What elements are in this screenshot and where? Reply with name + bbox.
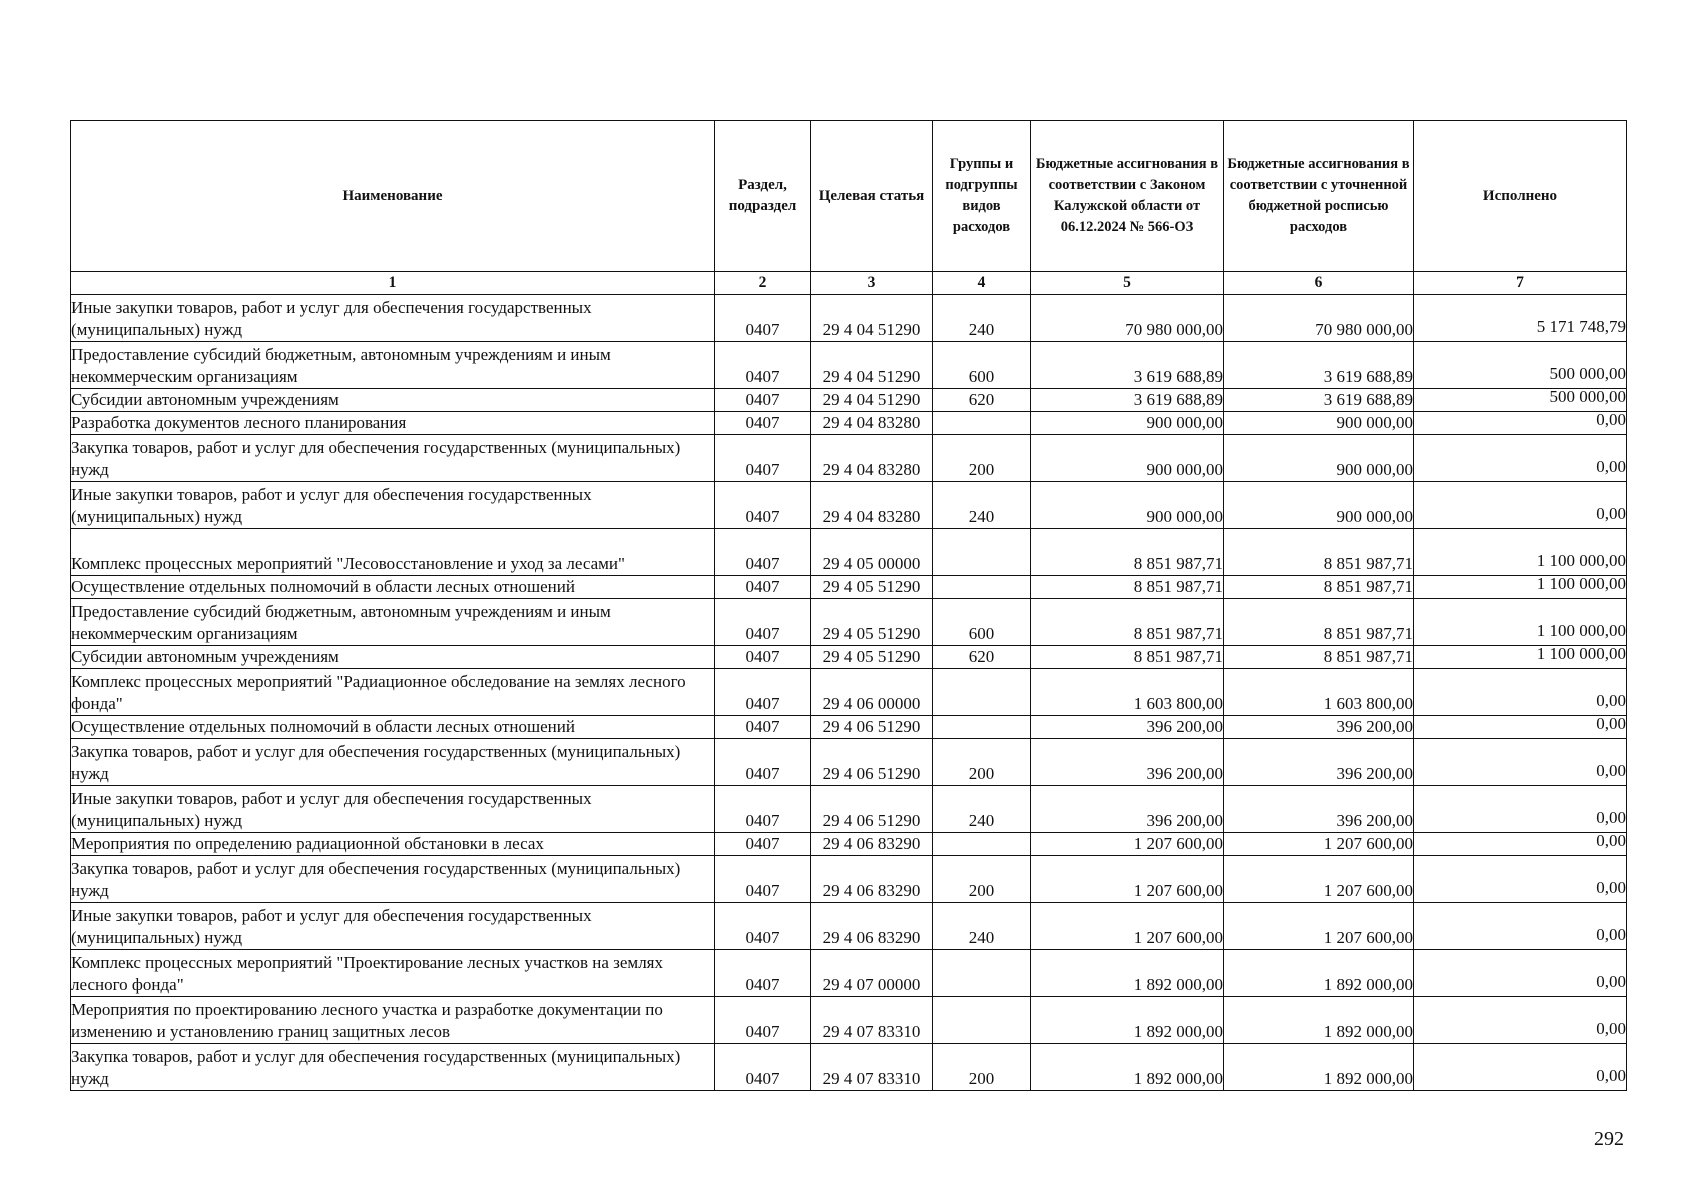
row-expense-group [933, 950, 1031, 997]
budget-table [70, 120, 1627, 1091]
header-executed: Исполнено [1414, 121, 1627, 272]
row-refined-amount: 396 200,00 [1224, 786, 1414, 833]
table-row [71, 295, 1627, 342]
header-name: Наименование [71, 121, 715, 272]
row-section: 0407 [715, 1044, 811, 1091]
table-row [71, 833, 1627, 856]
row-section: 0407 [715, 716, 811, 739]
row-section: 0407 [715, 389, 811, 412]
row-expense-group [933, 997, 1031, 1044]
row-executed-amount: 0,00 [1414, 669, 1627, 716]
row-section: 0407 [715, 950, 811, 997]
row-target-article: 29 4 06 83290 [811, 833, 933, 856]
row-section: 0407 [715, 435, 811, 482]
row-executed-amount: 0,00 [1414, 950, 1627, 997]
row-name: Разработка документов лесного планирования [71, 412, 715, 435]
row-law-amount: 8 851 987,71 [1031, 646, 1224, 669]
row-law-amount: 1 892 000,00 [1031, 997, 1224, 1044]
row-section: 0407 [715, 786, 811, 833]
row-law-amount: 8 851 987,71 [1031, 576, 1224, 599]
table-row [71, 856, 1627, 903]
row-law-amount: 396 200,00 [1031, 786, 1224, 833]
table-row [71, 739, 1627, 786]
row-target-article: 29 4 06 51290 [811, 786, 933, 833]
row-law-amount: 1 892 000,00 [1031, 950, 1224, 997]
row-name: Мероприятия по проектированию лесного участка и разработке документации по изменению и установлению границ защитных лесов [71, 997, 715, 1044]
row-law-amount: 3 619 688,89 [1031, 389, 1224, 412]
row-section: 0407 [715, 903, 811, 950]
table-row [71, 786, 1627, 833]
row-name: Мероприятия по определению радиационной обстановки в лесах [71, 833, 715, 856]
row-refined-amount: 900 000,00 [1224, 482, 1414, 529]
table-row [71, 412, 1627, 435]
row-name: Субсидии автономным учреждениям [71, 646, 715, 669]
row-executed-amount: 0,00 [1414, 997, 1627, 1044]
row-expense-group: 200 [933, 856, 1031, 903]
row-executed-amount: 1 100 000,00 [1414, 646, 1627, 669]
column-number: 4 [933, 272, 1031, 295]
row-refined-amount: 3 619 688,89 [1224, 342, 1414, 389]
row-target-article: 29 4 04 83280 [811, 412, 933, 435]
row-refined-amount: 70 980 000,00 [1224, 295, 1414, 342]
row-section: 0407 [715, 739, 811, 786]
row-executed-amount: 0,00 [1414, 856, 1627, 903]
column-number: 7 [1414, 272, 1627, 295]
row-expense-group [933, 412, 1031, 435]
row-refined-amount: 1 207 600,00 [1224, 903, 1414, 950]
row-executed-amount: 500 000,00 [1414, 342, 1627, 389]
row-refined-amount: 900 000,00 [1224, 435, 1414, 482]
row-name: Иные закупки товаров, работ и услуг для обеспечения государственных (муниципальных) нужд [71, 786, 715, 833]
row-expense-group [933, 529, 1031, 576]
row-executed-amount: 1 100 000,00 [1414, 599, 1627, 646]
row-law-amount: 396 200,00 [1031, 716, 1224, 739]
row-refined-amount: 1 207 600,00 [1224, 833, 1414, 856]
row-law-amount: 1 207 600,00 [1031, 903, 1224, 950]
row-expense-group: 620 [933, 389, 1031, 412]
row-target-article: 29 4 05 51290 [811, 646, 933, 669]
row-target-article: 29 4 04 51290 [811, 295, 933, 342]
row-law-amount: 3 619 688,89 [1031, 342, 1224, 389]
row-executed-amount: 0,00 [1414, 786, 1627, 833]
row-law-amount: 1 207 600,00 [1031, 833, 1224, 856]
row-law-amount: 70 980 000,00 [1031, 295, 1224, 342]
row-name: Закупка товаров, работ и услуг для обеспечения государственных (муниципальных) нужд [71, 1044, 715, 1091]
column-number: 3 [811, 272, 933, 295]
row-executed-amount: 1 100 000,00 [1414, 529, 1627, 576]
header-expense-groups: Группы и подгруппы видов расходов [933, 121, 1031, 272]
row-expense-group: 240 [933, 482, 1031, 529]
row-executed-amount: 0,00 [1414, 716, 1627, 739]
row-executed-amount: 0,00 [1414, 412, 1627, 435]
row-executed-amount: 0,00 [1414, 833, 1627, 856]
table-row [71, 576, 1627, 599]
row-refined-amount: 8 851 987,71 [1224, 646, 1414, 669]
row-section: 0407 [715, 295, 811, 342]
row-law-amount: 8 851 987,71 [1031, 529, 1224, 576]
row-executed-amount: 0,00 [1414, 739, 1627, 786]
table-row [71, 529, 1627, 576]
row-name: Закупка товаров, работ и услуг для обеспечения государственных (муниципальных) нужд [71, 435, 715, 482]
header-section: Раздел, подраздел [715, 121, 811, 272]
table-row [71, 716, 1627, 739]
column-number-row [71, 272, 1627, 295]
row-target-article: 29 4 07 00000 [811, 950, 933, 997]
row-executed-amount: 500 000,00 [1414, 389, 1627, 412]
row-target-article: 29 4 06 51290 [811, 716, 933, 739]
table-row [71, 669, 1627, 716]
row-expense-group: 200 [933, 435, 1031, 482]
row-law-amount: 396 200,00 [1031, 739, 1224, 786]
header-refined-appropriations: Бюджетные ассигнования в соответствии с уточненной бюджетной росписью расходов [1224, 121, 1414, 272]
table-row [71, 435, 1627, 482]
row-section: 0407 [715, 412, 811, 435]
row-target-article: 29 4 05 51290 [811, 576, 933, 599]
row-name: Осуществление отдельных полномочий в области лесных отношений [71, 716, 715, 739]
row-refined-amount: 1 207 600,00 [1224, 856, 1414, 903]
row-law-amount: 900 000,00 [1031, 435, 1224, 482]
row-section: 0407 [715, 833, 811, 856]
row-refined-amount: 900 000,00 [1224, 412, 1414, 435]
row-expense-group: 600 [933, 342, 1031, 389]
row-target-article: 29 4 04 83280 [811, 482, 933, 529]
row-name: Иные закупки товаров, работ и услуг для обеспечения государственных (муниципальных) нужд [71, 295, 715, 342]
row-section: 0407 [715, 646, 811, 669]
row-target-article: 29 4 06 83290 [811, 856, 933, 903]
row-section: 0407 [715, 576, 811, 599]
row-name: Иные закупки товаров, работ и услуг для обеспечения государственных (муниципальных) нужд [71, 482, 715, 529]
header-target-article: Целевая статья [811, 121, 933, 272]
row-target-article: 29 4 06 00000 [811, 669, 933, 716]
row-name: Комплекс процессных мероприятий "Радиационное обследование на землях лесного фонда" [71, 669, 715, 716]
page-number: 292 [1594, 1128, 1624, 1150]
row-executed-amount: 0,00 [1414, 1044, 1627, 1091]
column-number: 2 [715, 272, 811, 295]
row-law-amount: 900 000,00 [1031, 412, 1224, 435]
row-target-article: 29 4 04 51290 [811, 389, 933, 412]
row-law-amount: 900 000,00 [1031, 482, 1224, 529]
row-expense-group: 240 [933, 903, 1031, 950]
row-refined-amount: 8 851 987,71 [1224, 529, 1414, 576]
row-refined-amount: 396 200,00 [1224, 716, 1414, 739]
column-number: 5 [1031, 272, 1224, 295]
row-section: 0407 [715, 997, 811, 1044]
row-executed-amount: 0,00 [1414, 435, 1627, 482]
row-name: Иные закупки товаров, работ и услуг для обеспечения государственных (муниципальных) нужд [71, 903, 715, 950]
row-expense-group: 200 [933, 1044, 1031, 1091]
row-name: Предоставление субсидий бюджетным, автономным учреждениям и иным некоммерческим организациям [71, 599, 715, 646]
table-row [71, 903, 1627, 950]
row-section: 0407 [715, 482, 811, 529]
row-expense-group [933, 576, 1031, 599]
table-row [71, 599, 1627, 646]
row-target-article: 29 4 05 51290 [811, 599, 933, 646]
row-refined-amount: 396 200,00 [1224, 739, 1414, 786]
row-refined-amount: 8 851 987,71 [1224, 599, 1414, 646]
row-target-article: 29 4 07 83310 [811, 1044, 933, 1091]
row-name: Закупка товаров, работ и услуг для обеспечения государственных (муниципальных) нужд [71, 856, 715, 903]
table-row [71, 482, 1627, 529]
row-expense-group: 600 [933, 599, 1031, 646]
row-section: 0407 [715, 529, 811, 576]
row-refined-amount: 1 603 800,00 [1224, 669, 1414, 716]
row-section: 0407 [715, 342, 811, 389]
row-expense-group [933, 669, 1031, 716]
row-target-article: 29 4 06 83290 [811, 903, 933, 950]
row-expense-group: 200 [933, 739, 1031, 786]
row-expense-group: 620 [933, 646, 1031, 669]
table-body [71, 295, 1627, 1091]
row-executed-amount: 0,00 [1414, 482, 1627, 529]
row-section: 0407 [715, 856, 811, 903]
row-refined-amount: 8 851 987,71 [1224, 576, 1414, 599]
table-row [71, 389, 1627, 412]
row-name: Осуществление отдельных полномочий в области лесных отношений [71, 576, 715, 599]
row-name: Предоставление субсидий бюджетным, автономным учреждениям и иным некоммерческим организациям [71, 342, 715, 389]
row-executed-amount: 0,00 [1414, 903, 1627, 950]
column-number: 1 [71, 272, 715, 295]
row-target-article: 29 4 05 00000 [811, 529, 933, 576]
column-number: 6 [1224, 272, 1414, 295]
row-executed-amount: 5 171 748,79 [1414, 295, 1627, 342]
row-law-amount: 1 603 800,00 [1031, 669, 1224, 716]
row-target-article: 29 4 07 83310 [811, 997, 933, 1044]
row-name: Комплекс процессных мероприятий "Лесовосстановление и уход за лесами" [71, 529, 715, 576]
row-target-article: 29 4 04 83280 [811, 435, 933, 482]
table-row [71, 950, 1627, 997]
row-law-amount: 1 892 000,00 [1031, 1044, 1224, 1091]
table-row [71, 646, 1627, 669]
row-name: Закупка товаров, работ и услуг для обеспечения государственных (муниципальных) нужд [71, 739, 715, 786]
row-target-article: 29 4 04 51290 [811, 342, 933, 389]
row-expense-group [933, 833, 1031, 856]
row-name: Комплекс процессных мероприятий "Проектирование лесных участков на землях лесного фонда" [71, 950, 715, 997]
row-expense-group: 240 [933, 786, 1031, 833]
table-row [71, 1044, 1627, 1091]
row-refined-amount: 1 892 000,00 [1224, 997, 1414, 1044]
row-target-article: 29 4 06 51290 [811, 739, 933, 786]
table-row [71, 997, 1627, 1044]
header-row [71, 121, 1627, 272]
row-section: 0407 [715, 669, 811, 716]
row-law-amount: 8 851 987,71 [1031, 599, 1224, 646]
table-row [71, 342, 1627, 389]
row-name: Субсидии автономным учреждениям [71, 389, 715, 412]
row-law-amount: 1 207 600,00 [1031, 856, 1224, 903]
row-executed-amount: 1 100 000,00 [1414, 576, 1627, 599]
row-refined-amount: 3 619 688,89 [1224, 389, 1414, 412]
row-refined-amount: 1 892 000,00 [1224, 1044, 1414, 1091]
row-refined-amount: 1 892 000,00 [1224, 950, 1414, 997]
header-law-appropriations: Бюджетные ассигнования в соответствии с Законом Калужской области от 06.12.2024 № 566-ОЗ [1031, 121, 1224, 272]
row-expense-group: 240 [933, 295, 1031, 342]
row-section: 0407 [715, 599, 811, 646]
row-expense-group [933, 716, 1031, 739]
